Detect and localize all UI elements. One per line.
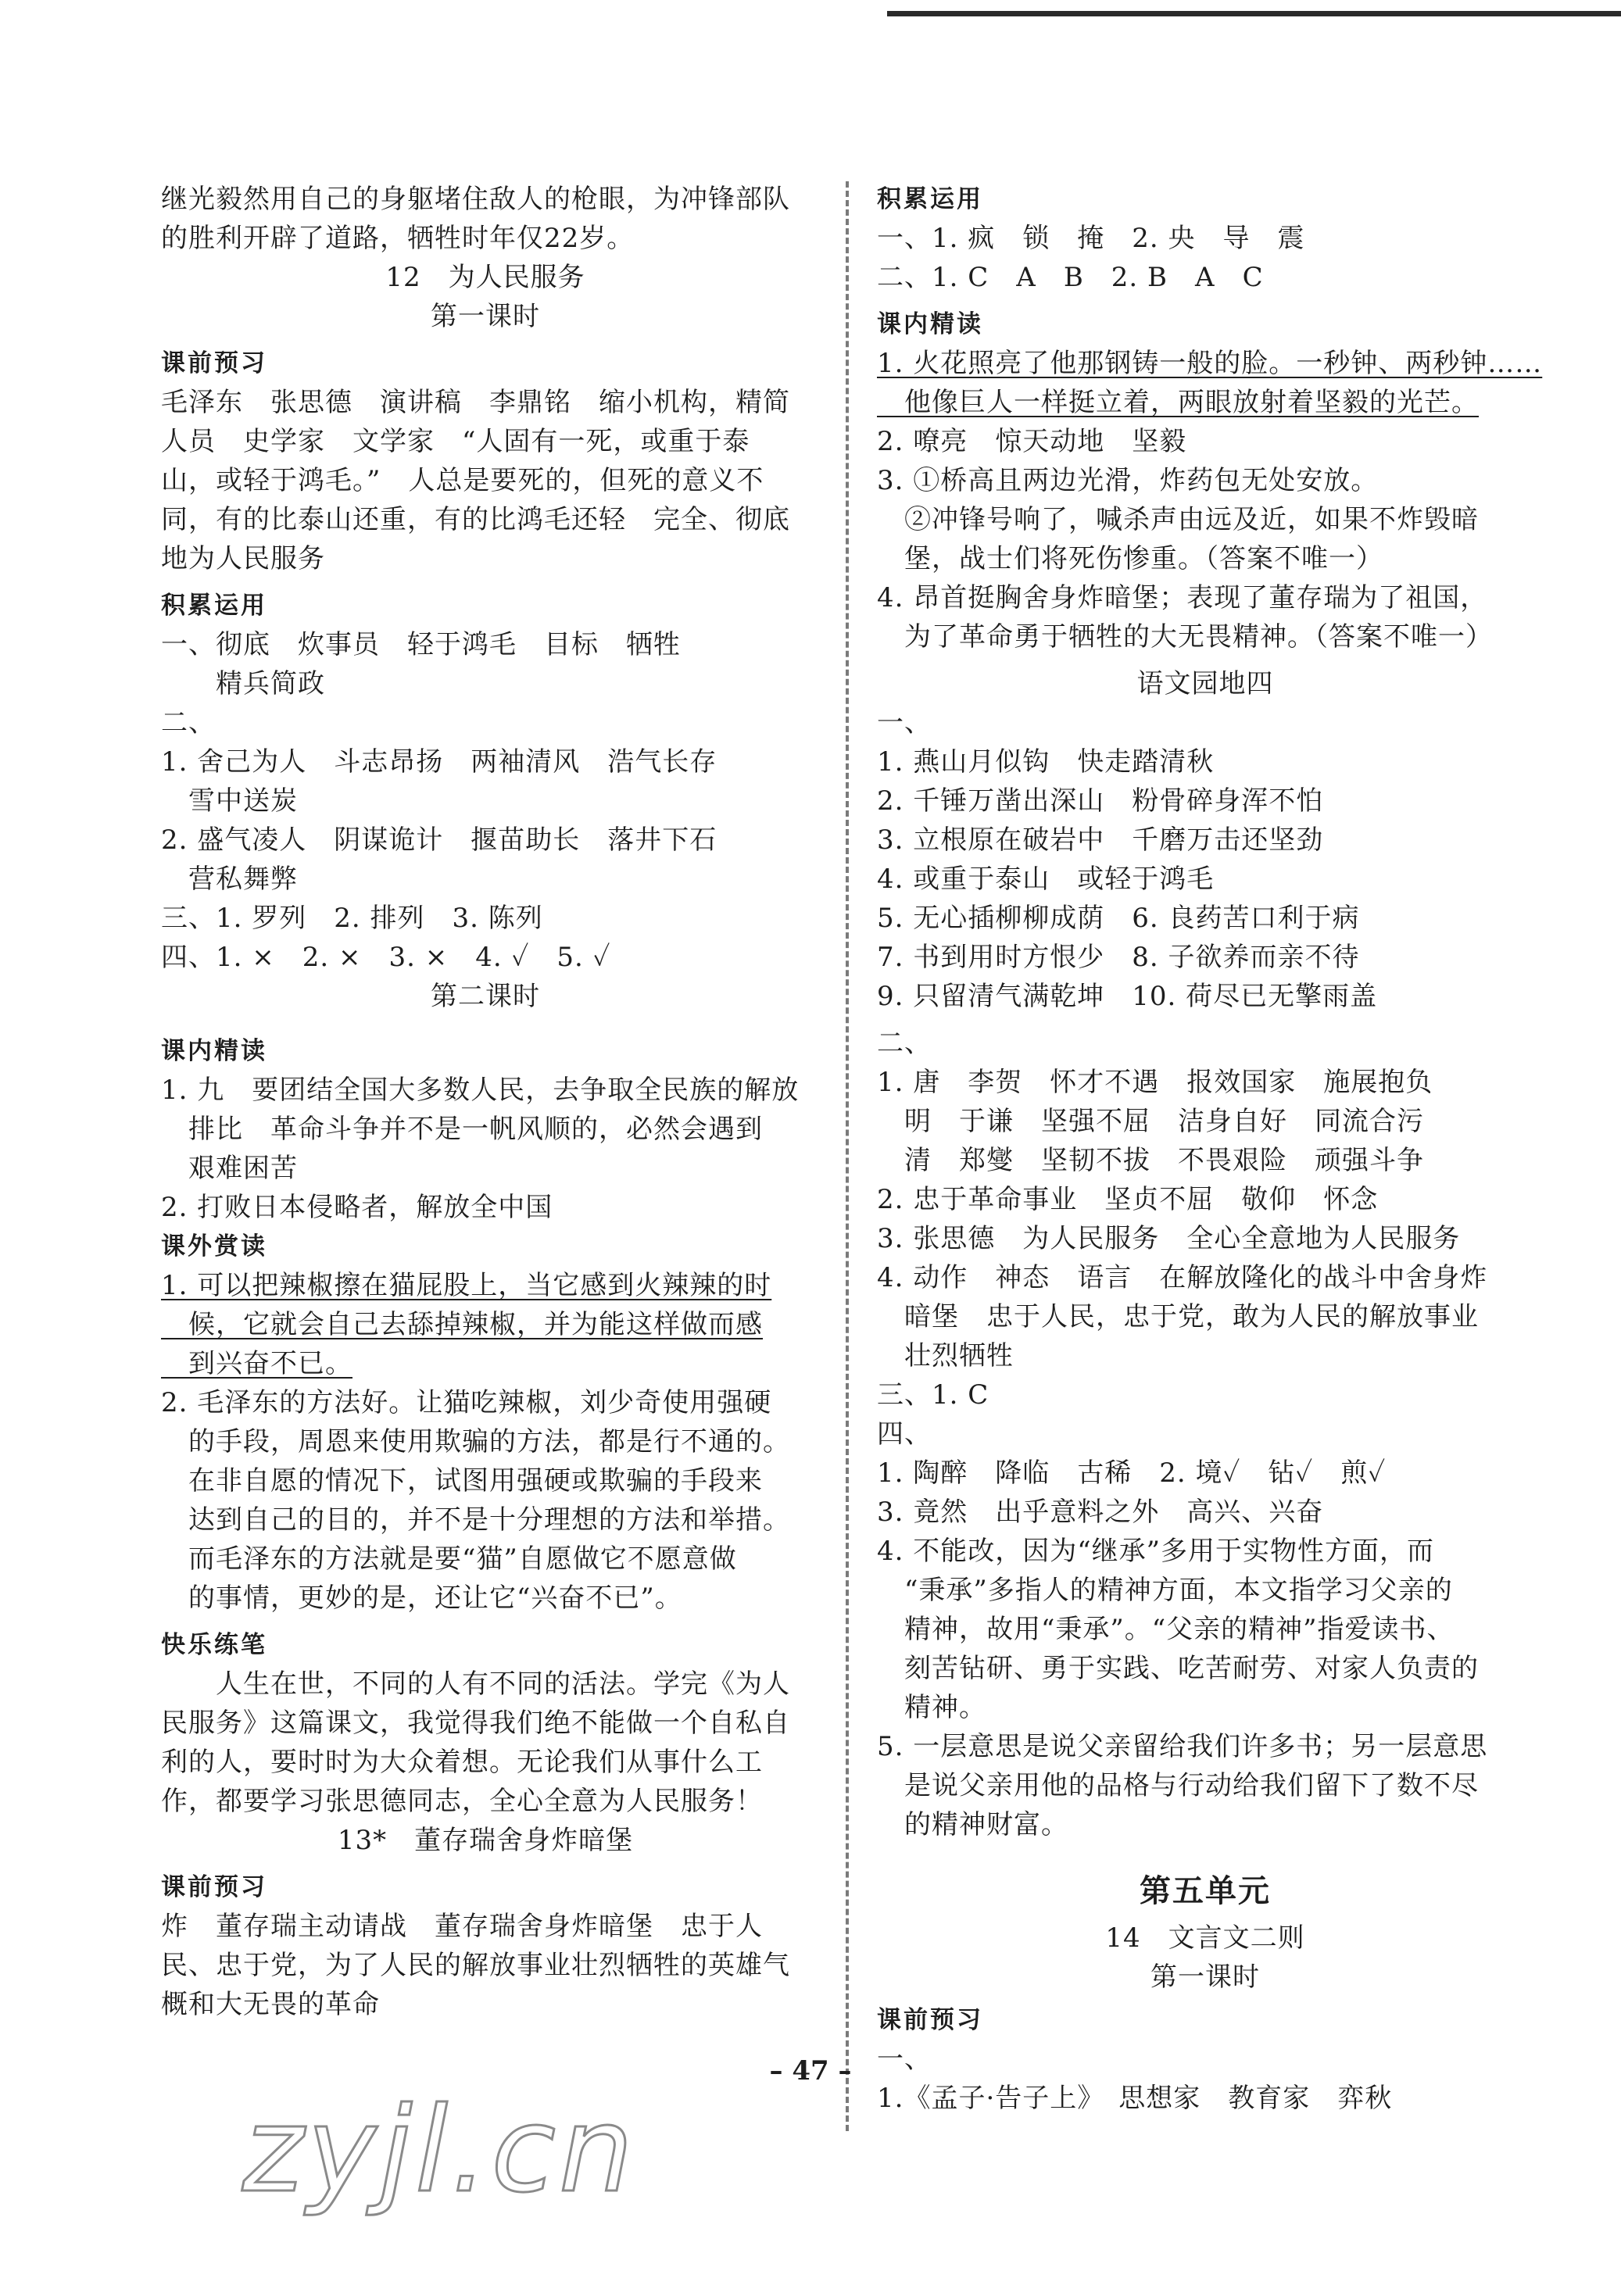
answer-line	[161, 1461, 763, 1500]
line-text: 同，有的比泰山还重，有的比鸿毛还轻 完全、彻底	[161, 504, 790, 535]
section-heading	[161, 344, 267, 383]
line-text: 的手段，周恩来使用欺骗的方法，都是行不通的。	[161, 1426, 790, 1457]
line-text: 积累运用	[877, 185, 983, 213]
line-text: 排比 革命斗争并不是一帆风顺的，必然会遇到	[161, 1114, 763, 1145]
answer-line	[161, 625, 681, 664]
answer-line	[161, 1782, 763, 1821]
section-heading	[161, 1227, 267, 1266]
line-text: 民、忠于党，为了人民的解放事业壮烈牺牲的英雄气	[161, 1950, 790, 1981]
line-text: ②冲锋号响了，喊杀声由远及近，如果不炸毁暗	[877, 504, 1479, 535]
answer-line	[877, 1454, 1386, 1493]
answer-line	[161, 1946, 790, 1985]
answer-line	[161, 1985, 380, 2024]
answer-line	[877, 899, 1360, 938]
line-text: 候，它就会自己去舔掉辣椒，并为能这样做而感	[161, 1309, 763, 1340]
answer-line	[161, 219, 634, 258]
answer-line	[877, 1063, 1433, 1102]
line-text: 壮烈牺牲	[877, 1340, 1014, 1372]
answer-line	[161, 781, 298, 821]
answer-line	[161, 1540, 737, 1579]
answer-line	[161, 1188, 553, 1227]
line-text: 课外赏读	[161, 1232, 267, 1261]
answer-line	[877, 1102, 1424, 1141]
answer-line	[161, 742, 717, 781]
line-text: 3. 立根原在破岩中 千磨万击还坚劲	[877, 824, 1324, 856]
lesson-title	[161, 297, 810, 336]
line-text: 作，都要学习张思德同志，全心全意为人民服务！	[161, 1786, 763, 1817]
line-text: 精兵简政	[161, 668, 325, 699]
line-text: 1. 燕山月似钩 快走踏清秋	[877, 746, 1215, 778]
section-heading	[161, 1868, 267, 1907]
line-text: 13* 董存瑞舍身炸暗堡	[337, 1825, 634, 1856]
answer-line	[161, 461, 764, 500]
watermark-logo: zyjl.cn	[242, 2083, 637, 2219]
lesson-title	[161, 258, 810, 297]
line-text: 5. 一层意思是说父亲留给我们许多书；另一层意思	[877, 1731, 1488, 1762]
line-text: 精神，故用“秉承”。“父亲的精神”指爱读书、	[877, 1614, 1455, 1645]
line-text: 4. 或重于泰山 或轻于鸿毛	[877, 864, 1215, 895]
page-number: – 47 –	[769, 2055, 852, 2087]
line-text: 的胜利开辟了道路，牺牲时年仅22岁。	[161, 223, 635, 254]
answer-line	[161, 1579, 682, 1618]
line-text: 二、	[877, 1028, 932, 1059]
line-text: 刻苦钻研、勇于实践、吃苦耐劳、对家人负责的	[877, 1653, 1479, 1684]
answer-line	[877, 1805, 1068, 1844]
answer-line	[877, 1375, 989, 1414]
line-text: 积累运用	[161, 592, 267, 620]
section-heading	[877, 305, 983, 344]
line-text: 地为人民服务	[161, 543, 325, 574]
line-text: 一、1. 疯 锁 掩 2. 央 导 震	[877, 223, 1305, 254]
answer-line	[161, 1344, 352, 1383]
answer-line	[877, 821, 1323, 860]
line-text: 人员 史学家 文学家 “人固有一死，或重于泰	[161, 426, 750, 457]
answer-line	[877, 1688, 986, 1727]
answer-line	[161, 1422, 790, 1461]
answer-line	[161, 539, 325, 578]
line-text: 在非自愿的情况下，试图用强硬或欺骗的手段来	[161, 1465, 763, 1497]
answer-line	[877, 539, 1383, 578]
answer-line	[877, 258, 1264, 297]
answer-line	[877, 742, 1214, 781]
line-text: 2. 打败日本侵略者，解放全中国	[161, 1192, 553, 1223]
answer-line	[161, 1149, 298, 1188]
answer-line	[877, 860, 1214, 899]
line-text: 课内精读	[877, 310, 983, 338]
answer-line	[877, 500, 1479, 539]
line-text: 4. 不能改，因为“继承”多用于实物性方面，而	[877, 1536, 1435, 1567]
line-text: 炸 董存瑞主动请战 董存瑞舍身炸暗堡 忠于人	[161, 1911, 763, 1942]
answer-line	[877, 1219, 1460, 1258]
line-text: 3. 竟然 出乎意料之外 高兴、兴奋	[877, 1497, 1324, 1528]
line-text: 三、1. 罗列 2. 排列 3. 陈列	[161, 903, 543, 934]
lesson-title	[877, 1958, 1533, 1997]
line-text: 3. 张思德 为人民服务 全心全意地为人民服务	[877, 1223, 1461, 1254]
top-border-line	[887, 11, 1621, 16]
answer-line	[877, 1141, 1424, 1180]
answer-line	[161, 1500, 790, 1540]
section-heading	[161, 1625, 267, 1665]
lesson-title	[877, 1919, 1533, 1958]
answer-line	[161, 899, 543, 938]
line-text: 课前预习	[877, 2006, 983, 2034]
line-text: 二、1. C A B 2. B A C	[877, 262, 1264, 293]
answer-line	[877, 938, 1360, 977]
answer-line	[877, 578, 1487, 617]
line-text: 1. 火花照亮了他那钢铸一般的脸。一秒钟、两秒钟……	[877, 348, 1543, 379]
answer-line	[161, 1383, 771, 1422]
line-text: 3. ①桥高且两边光滑，炸药包无处安放。	[877, 465, 1379, 496]
answer-line	[877, 977, 1377, 1016]
line-text: 营私舞弊	[161, 864, 298, 895]
line-text: 一、	[877, 2044, 932, 2075]
line-text: 清 郑燮 坚韧不拔 不畏艰险 顽强斗争	[877, 1145, 1424, 1176]
answer-line	[161, 422, 750, 461]
line-text: 7. 书到用时方恨少 8. 子欲养而亲不待	[877, 942, 1360, 973]
line-text: 课前预习	[161, 1873, 267, 1901]
answer-line	[161, 1907, 763, 1946]
answer-line	[877, 1727, 1487, 1766]
answer-line	[877, 383, 1479, 422]
line-text: 而毛泽东的方法就是要“猫”自愿做它不愿意做	[161, 1543, 737, 1575]
line-text: 12 为人民服务	[385, 262, 585, 293]
answer-line	[161, 703, 216, 742]
answer-line	[877, 461, 1378, 500]
line-text: 1. 九 要团结全国大多数人民，去争取全民族的解放	[161, 1075, 800, 1106]
answer-line	[877, 703, 932, 742]
section-heading	[161, 1032, 267, 1071]
line-text: 是说父亲用他的品格与行动给我们留下了数不尽	[877, 1770, 1479, 1801]
line-text: 1. 陶醉 降临 古稀 2. 境✓ 钻✓ 煎✓	[877, 1457, 1387, 1489]
line-text: 山，或轻于鸿毛。” 人总是要死的，但死的意义不	[161, 465, 764, 496]
answer-line	[161, 1704, 790, 1743]
line-text: 三、1. C	[877, 1379, 989, 1411]
line-text: 明 于谦 坚强不屈 洁身自好 同流合污	[877, 1106, 1424, 1137]
line-text: 第一课时	[1150, 1962, 1260, 1993]
answer-line	[877, 1493, 1323, 1532]
answer-line	[161, 1743, 763, 1782]
answer-line	[877, 1258, 1487, 1297]
line-text: 2. 嘹亮 惊天动地 坚毅	[877, 426, 1187, 457]
lesson-title	[877, 1872, 1533, 1911]
line-text: 2. 忠于革命事业 坚贞不屈 敬仰 怀念	[877, 1184, 1379, 1215]
answer-line	[877, 1571, 1453, 1610]
line-text: 四、1. × 2. × 3. × 4. ✓ 5. ✓	[161, 942, 611, 973]
line-text: 概和大无畏的革命	[161, 1989, 380, 2020]
line-text: 他像巨人一样挺立着，两眼放射着坚毅的光芒。	[877, 387, 1479, 418]
line-text: 堡，战士们将死伤惨重。（答案不唯一）	[877, 543, 1383, 574]
line-text: 精神。	[877, 1692, 986, 1723]
line-text: 到兴奋不已。	[161, 1348, 352, 1379]
line-text: 暗堡 忠于人民，忠于党，敢为人民的解放事业	[877, 1301, 1479, 1332]
line-text: 第一课时	[431, 301, 540, 332]
answer-line	[877, 1649, 1479, 1688]
line-text: 一、	[877, 707, 932, 739]
line-text: 1. 唐 李贺 怀才不遇 报效国家 施展抱负	[877, 1067, 1433, 1098]
answer-line	[877, 1297, 1479, 1336]
line-text: 5. 无心插柳柳成荫 6. 良药苦口利于病	[877, 903, 1360, 934]
answer-line	[877, 1532, 1434, 1571]
answer-line	[161, 180, 790, 219]
line-text: 利的人，要时时为大众着想。无论我们从事什么工	[161, 1747, 763, 1778]
line-text: 2. 毛泽东的方法好。让猫吃辣椒，刘少奇使用强硬	[161, 1387, 772, 1418]
line-text: “秉承”多指人的精神方面，本文指学习父亲的	[877, 1575, 1453, 1606]
answer-line	[161, 1110, 763, 1149]
line-text: 为了革命勇于牺牲的大无畏精神。（答案不唯一）	[877, 621, 1493, 653]
line-text: 继光毅然用自己的身躯堵住敌人的枪眼，为冲锋部队	[161, 184, 790, 215]
answer-line	[161, 1665, 790, 1704]
line-text: 人生在世，不同的人有不同的活法。学完《为人	[161, 1668, 790, 1700]
line-text: 雪中送炭	[161, 785, 298, 817]
answer-line	[877, 1414, 932, 1454]
answer-line	[161, 383, 790, 422]
answer-line	[161, 1305, 763, 1344]
line-text: 课内精读	[161, 1037, 267, 1065]
answer-line	[877, 1180, 1378, 1219]
line-text: 艰难困苦	[161, 1153, 298, 1184]
lesson-title	[877, 664, 1533, 703]
line-text: 1. 可以把辣椒擦在猫屁股上，当它感到火辣辣的时	[161, 1270, 772, 1301]
line-text: 的精神财富。	[877, 1809, 1068, 1840]
answer-line	[877, 1024, 932, 1063]
lesson-title	[161, 977, 810, 1016]
line-text: 民服务》这篇课文，我觉得我们绝不能做一个自私自	[161, 1708, 790, 1739]
answer-line	[877, 781, 1323, 821]
answer-line	[161, 821, 717, 860]
answer-line	[877, 344, 1542, 383]
section-heading	[877, 2001, 983, 2040]
answer-line	[161, 1266, 771, 1305]
line-text: 达到自己的目的，并不是十分理想的方法和举措。	[161, 1504, 790, 1536]
answer-line	[877, 1610, 1455, 1649]
lesson-title	[161, 1821, 810, 1860]
answer-line	[877, 1336, 1014, 1375]
line-text: 的事情，更妙的是，还让它“兴奋不已”。	[161, 1583, 682, 1614]
answer-line	[161, 500, 790, 539]
line-text: 2. 千锤万凿出深山 粉骨碎身浑不怕	[877, 785, 1324, 817]
line-text: 毛泽东 张思德 演讲稿 李鼎铭 缩小机构，精简	[161, 387, 790, 418]
answer-line	[877, 1766, 1479, 1805]
answer-line	[161, 938, 611, 977]
line-text: 2. 盛气凌人 阴谋诡计 揠苗助长 落井下石	[161, 824, 717, 856]
line-text: 9. 只留清气满乾坤 10. 荷尽已无擎雨盖	[877, 981, 1378, 1012]
answer-line	[161, 664, 325, 703]
answer-line	[161, 860, 298, 899]
line-text: 二、	[161, 707, 216, 739]
column-divider	[846, 181, 849, 2131]
answer-line	[877, 422, 1186, 461]
answer-line	[877, 617, 1493, 656]
section-heading	[161, 586, 267, 625]
line-text: 14 文言文二则	[1105, 1922, 1305, 1954]
line-text: 4. 动作 神态 语言 在解放隆化的战斗中舍身炸	[877, 1262, 1488, 1293]
line-text: 课前预习	[161, 349, 267, 377]
answer-line	[877, 219, 1305, 258]
line-text: 四、	[877, 1418, 932, 1450]
line-text: 第二课时	[431, 981, 540, 1012]
line-text: 1. 舍己为人 斗志昂扬 两袖清风 浩气长存	[161, 746, 717, 778]
line-text: 快乐练笔	[161, 1631, 267, 1659]
line-text: 4. 昂首挺胸舍身炸暗堡；表现了董存瑞为了祖国，	[877, 582, 1488, 613]
line-text: 1.《孟子·告子上》 思想家 教育家 弈秋	[877, 2083, 1393, 2114]
section-heading	[877, 180, 983, 219]
line-text: 一、彻底 炊事员 轻于鸿毛 目标 牺牲	[161, 629, 681, 660]
answer-line	[161, 1071, 799, 1110]
line-text: 第五单元	[1140, 1873, 1271, 1909]
line-text: 语文园地四	[1136, 668, 1274, 699]
